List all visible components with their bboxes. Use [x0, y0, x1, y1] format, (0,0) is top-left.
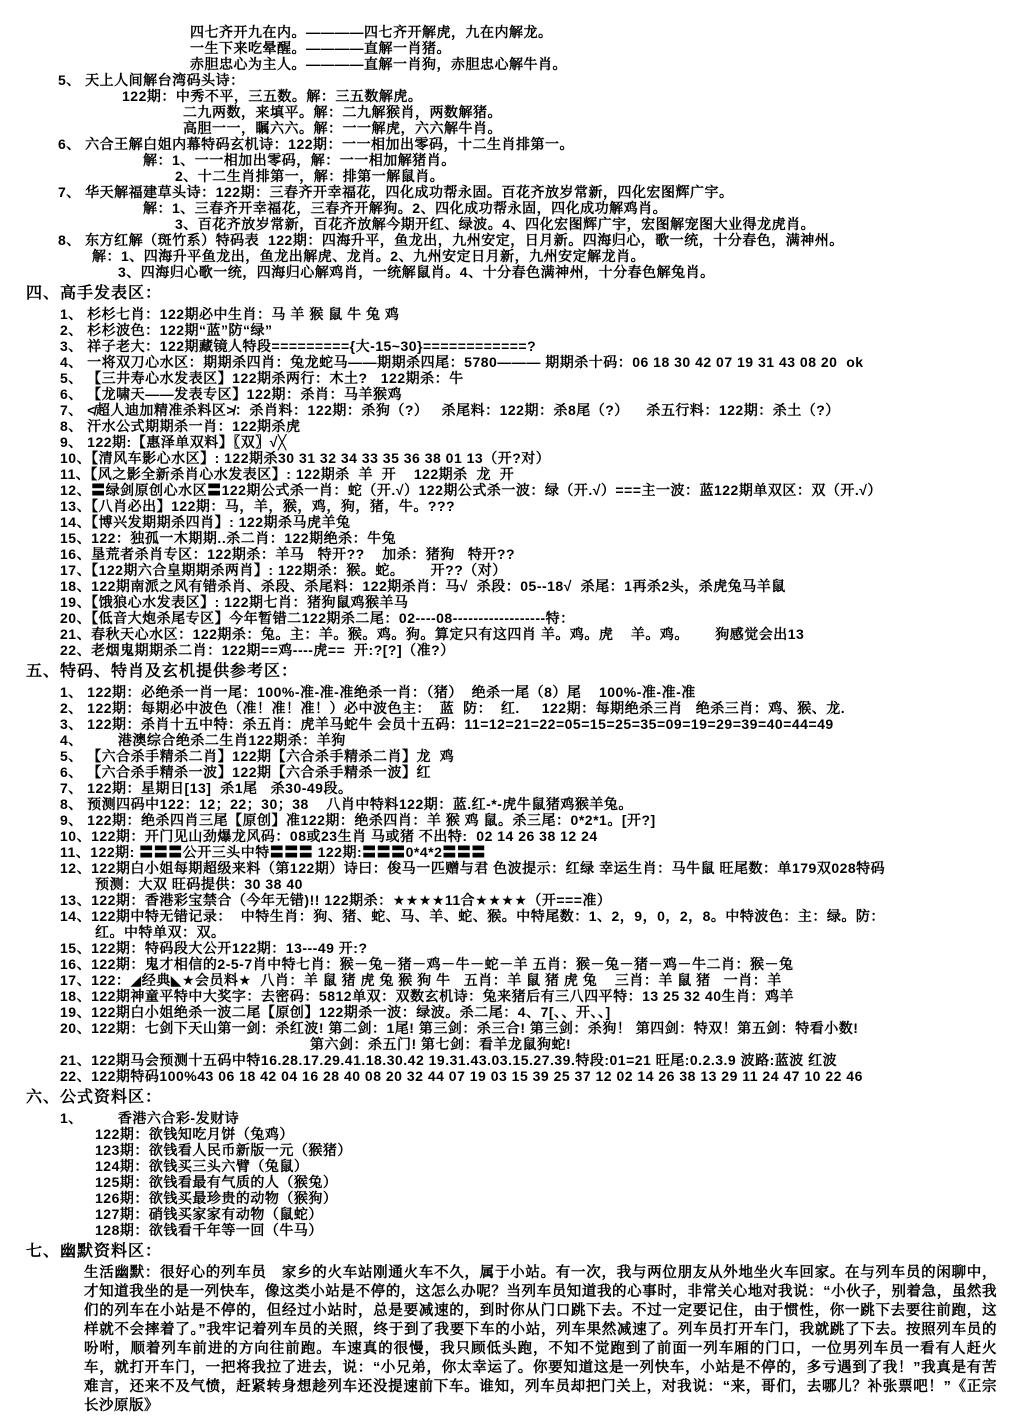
- text-line: 19、【饿狼心水发表区】: 122期七肖：猪狗鼠鸡猴羊马: [60, 594, 409, 610]
- text-line: 7、 华天解福建草头诗：122期：三春齐开幸福花，四化成功帮永固。百花齐放岁常新，四化宏图辉广宇。: [58, 184, 734, 200]
- text-line: 18、122期南派之风有错杀肖、杀段、杀尾料：122期杀肖：马√ 杀段：05--18√ 杀尾：1再杀2头，杀虎兔马羊鼠: [60, 578, 786, 594]
- section-expert-area-heading: 四、高手发表区：: [26, 285, 163, 302]
- text-line: 红。中特单双：双。: [95, 924, 226, 940]
- section-formula-area: [0, 1089, 1013, 1238]
- text-line: 高胆一一，瞩六六。解：一一解虎，六六解牛肖。: [183, 120, 502, 136]
- text-line: 1、 122期：必绝杀一肖一尾：100%-准-准-准绝杀一肖：（猪） 绝杀一尾（8）尾 100%-准-准-准: [60, 684, 696, 700]
- text-line: 127期：硝钱买家家有动物（鼠蛇）: [95, 1206, 323, 1222]
- text-line: 14、122期中特无错记录： 中特生肖：狗、猪、蛇、马、羊、蛇、猴。中特尾数：1、2，9，0，2，8。中特波色：主：绿。防：: [60, 908, 885, 924]
- text-line: 4、 一将双刀心水区：期期杀四肖：兔龙蛇马——期期杀四尾：5780——— 期期杀十码：06 18 30 42 07 19 31 43 08 20 ok: [60, 354, 864, 370]
- text-line: 6、 【六合杀手精杀一波】122期【六合杀手精杀一波】红: [60, 764, 432, 780]
- text-line: 2、十二生肖排第一，解：排第一解鼠肖。: [175, 168, 445, 184]
- text-line: 12、〓绿剑原创心水区〓122期公式杀一肖：蛇（开.√）122期公式杀一波：绿（开.√）===主一波：蓝122期单双区：双（开.√）: [60, 482, 882, 498]
- text-line: 2、 杉杉波色：122期“蓝”防“绿”: [60, 322, 273, 338]
- text-line: 7、 ≮超人迪加精准杀料区≯：杀肖料：122期：杀狗（?） 杀尾料：122期：杀8尾（?） 杀五行料：122期：杀土（?）: [60, 402, 840, 418]
- text-line: 14、【博兴发期期杀四肖】: 122期杀马虎羊兔: [60, 514, 351, 530]
- text-line: 1、 香港六合彩-发财诗: [60, 1110, 240, 1126]
- text-line: 四七齐开九在内。————四七齐开解虎，九在内解龙。: [190, 24, 553, 40]
- text-line: 126期：欲钱买最珍贵的动物（猴狗）: [95, 1190, 338, 1206]
- text-line: 16、垦荒者杀肖专区：122期杀：羊马 特开?? 加杀：猪狗 特开??: [60, 546, 516, 562]
- text-line: 解：1、四海升平鱼龙出，鱼龙出解虎、龙肖。2、九州安定日月新，九州安定解龙肖。: [92, 248, 646, 264]
- section-poem-continuation: [0, 24, 1013, 280]
- text-line: 5、 天上人间解台湾码头诗：: [58, 72, 245, 88]
- text-line: 二九两数，来填平。解：二九解猴肖，两数解猪。: [183, 104, 502, 120]
- text-line: 128期：欲钱看千年等一回（牛马）: [95, 1222, 323, 1238]
- section-formula-area-heading: 六、公式资料区：: [26, 1089, 163, 1106]
- section-humor-area: [0, 1243, 1013, 1416]
- section-expert-area: [0, 285, 1013, 658]
- text-line: 8、 预测四码中122：12；22；30；38 八肖中特料122期：蓝.红-*-虎牛鼠猪鸡猴羊兔。: [60, 796, 633, 812]
- text-line: 10、【清风车影心水区】: 122期杀30 31 32 34 33 35 36 38 01 13（开?对）: [60, 450, 551, 466]
- text-line: 21、春秋天心水区：122期杀：兔。主：羊。猴。鸡。狗。算定只有这四肖 羊。鸡。虎 羊。鸡。 狗感觉会出13: [60, 626, 805, 642]
- text-line: 解：1、三春齐开幸福花，三春齐开解狗。2、四化成功帮永固，四化成功解鸡肖。: [143, 200, 668, 216]
- text-line: 3、 122期：杀肖十五中特：杀五肖：虎羊马蛇牛 会员十五码：11=12=21=22=05=15=25=35=09=19=29=39=40=44=49: [60, 716, 834, 732]
- text-line: 3、百花齐放岁常新，百花齐放解今期开红、绿波。4、四化宏图辉广宇，宏图解宠图大业得龙虎肖。: [175, 216, 816, 232]
- text-line: 123期：欲钱看人民币新版一元（猴猪）: [95, 1142, 352, 1158]
- text-line: 17、【122期六合皇期期杀两肖】: 122期杀：猴。蛇。 开??（对）: [60, 562, 507, 578]
- text-line: 3、 祥子老大：122期藏镜人特段========={大-15~30}============?: [60, 338, 537, 354]
- text-line: 17、122：◢经典◣★会员料★ 八肖：羊 鼠 猪 虎 兔 猴 狗 牛 五肖：羊 鼠 猪 虎 兔 三肖：羊 鼠 猪 一肖：羊: [60, 972, 782, 988]
- text-line: 7、 122期：星期日[13] 杀1尾 杀30-49段。: [60, 780, 353, 796]
- text-line: 21、122期马会预测十五码中特16.28.17.29.41.18.30.42 19.31.43.03.15.27.39.特段:01=21 旺尾:0.2.3.9 波路:蓝波 红波: [60, 1052, 838, 1068]
- section-special-code-reference-heading: 五、特码、特肖及玄机提供参考区：: [26, 663, 299, 680]
- text-line: 22、老烟鬼期期杀二肖：122期==鸡----虎== 开:?[?]（准?）: [60, 642, 455, 658]
- text-line: 5、 【六合杀手精杀二肖】122期【六合杀手精杀二肖】龙 鸡: [60, 748, 455, 764]
- text-line: 122期：欲钱知吃月饼（兔鸡）: [95, 1126, 294, 1142]
- text-line: 13、122期：香港彩宝禁合（今年无错)!! 122期杀：★★★★11合★★★★（开===准）: [60, 892, 612, 908]
- text-line: 6、 六合王解白姐内幕特码玄机诗：122期：一一相加出零码，十二生肖排第一。: [58, 136, 575, 152]
- text-line: 8、 汗水公式期期杀一肖：122期杀虎: [60, 418, 301, 434]
- text-line: 15、122期：特码段大公开122期：13---49 开:?: [60, 940, 368, 956]
- text-line: 12、122期白小姐每期超级来料（第122期）诗曰：俊马一匹赠与君 色波提示：红绿 幸运生肖：马牛鼠 旺尾数：单179双028特码: [60, 860, 886, 876]
- text-line: 1、 杉杉七肖：122期必中生肖：马 羊 猴 鼠 牛 兔 鸡: [60, 306, 400, 322]
- text-line: 125期：欲钱看最有气质的人（猴兔）: [95, 1174, 338, 1190]
- text-line: 18、122期神童平特中大奖字：去密码：5812单双：双数玄机诗：兔来猪后有三八四平特：13 25 32 40生肖：鸡羊: [60, 988, 795, 1004]
- text-line: 19、122期白小姐绝杀一波二尾【原创】122期杀一波：绿波。杀二尾：4、7[、、开、、]: [60, 1004, 611, 1020]
- text-line: 一生下来吃晕醒。————直解一肖猪。: [190, 40, 451, 56]
- text-line: 11、122期: 〓〓〓公开三头中特〓〓〓 122期:〓〓〓0*4*2〓〓〓: [60, 844, 486, 860]
- text-line: 13、【八肖必出】122期：马，羊，猴，鸡，狗，猪，牛。???: [60, 498, 456, 514]
- text-line: 6、 【龙啸天——发表专区】122期：杀肖：马羊猴鸡: [60, 386, 403, 402]
- text-line: 122期：中秀不平，三五数。解：三五数解虎。: [122, 88, 423, 104]
- text-line: 16、122期：鬼才相信的2-5-7肖中特七肖：猴－兔－猪－鸡－牛－蛇－羊 五肖：猴－兔－猪－鸡－牛二肖：猴－兔: [60, 956, 794, 972]
- text-line: 赤胆忠心为主人。————直解一肖狗，赤胆忠心解牛肖。: [190, 56, 567, 72]
- text-line: 第六剑：杀五门! 第七剑：看羊龙鼠狗蛇!: [310, 1036, 572, 1052]
- text-line: 10、122期：开门见山劲爆龙风码：08或23生肖 马或猪 不出特: 02 14 26 38 12 24: [60, 828, 598, 844]
- text-line: 11、【风之影全新杀肖心水发表区】: 122期杀 羊 开 122期杀 龙 开: [60, 466, 515, 482]
- text-line: 20、122期：七剑下天山第一剑：杀红波! 第二剑：1尾! 第三剑：杀三合! 第三剑：杀狗！ 第四剑：特双！第五剑：特看小数!: [60, 1020, 859, 1036]
- text-line: 3、四海归心歌一统，四海归心解鸡肖，一统解鼠肖。4、十分春色满神州，十分春色解兔肖。: [118, 264, 715, 280]
- text-line: 22、122期特码100%43 06 18 42 04 16 28 40 08 20 32 44 07 19 03 15 39 25 37 12 02 14 26 38 13 29 11 24 47 10 22 46: [60, 1068, 863, 1084]
- text-line: 4、 港澳综合绝杀二生肖122期杀：羊狗: [60, 732, 346, 748]
- humor-paragraph: 生活幽默：很好心的列车员 家乡的火车站刚通火车不久，属于小站。有一次，我与两位朋友从外地坐火车回家。在与列车员的闲聊中，才知道我坐的是一列快车，像这类小站是不停的，这怎么办呢？当列车员知道我的心事时，非常关心地对我说：“小伙子，别着急，虽然我们的列车在小站是不停的，但经过小站时，总是要减速的，到时你从门口跳下去。不过一定要记住，由于惯性，你一跳下去要往前跑，这样就不会摔着了。”我牢记着列车员的关照，终于到了我要下车的小站，列车果然减速了。列车员打开车门，我就跳了下去。按照列车员的吩咐，顺着列车前进的方向往前跑。车速真的很慢，我只顾低头跑，不知不觉跑到了前面一列车厢的门口，一位男列车员一看有人赶火车，就打开车门，一把将我拉了进去，说：“小兄弟，你太幸运了。你要知道这是一列快车，小站是不停的，多亏遇到了我！”我真是有苦难言，还来不及气愤，赶紧转身想趁列车还没提速前下车。谁知，列车员却把门关上，对我说：“来，哥们，去哪儿？补张票吧！”《正宗长沙原版》: [84, 1265, 997, 1414]
- text-line: 解：1、一一相加出零码，解：一一相加解猪肖。: [143, 152, 456, 168]
- text-line: 15、122：独孤一木期期..杀二肖：122期绝杀：牛兔: [60, 530, 397, 546]
- section-humor-area-heading: 七、幽默资料区：: [26, 1243, 163, 1260]
- text-line: 2、 122期：每期必中波色（准！准！准！）必中波色主： 蓝 防： 红. 122期：每期绝杀三肖 绝杀三肖：鸡、猴、龙.: [60, 700, 846, 716]
- text-line: 5、 【三井寿心水发表区】122期杀两行：木土? 122期杀：牛: [60, 370, 464, 386]
- section-special-code-reference: [0, 663, 1013, 1084]
- text-line: 20、【低音大炮杀尾专区】今年暂错二122期杀二尾：02----08------------------特：: [60, 610, 575, 626]
- text-line: 124期：欲钱买三头六臂（兔鼠）: [95, 1158, 309, 1174]
- text-line: 8、 东方红解（斑竹系）特码表 122期：四海升平，鱼龙出，九州安定，日月新。四海归心，歌一统，十分春色，满神州。: [58, 232, 844, 248]
- text-line: 9、 122期：绝杀四肖三尾【原创】准122期：绝杀四肖：羊 猴 鸡 鼠。杀三尾：0*2*1。[开?]: [60, 812, 656, 828]
- text-line: 9、 122期:【惠泽单双料】〖双〗√╳: [60, 434, 287, 450]
- text-line: 预测：大双 旺码提供：30 38 40: [95, 876, 303, 892]
